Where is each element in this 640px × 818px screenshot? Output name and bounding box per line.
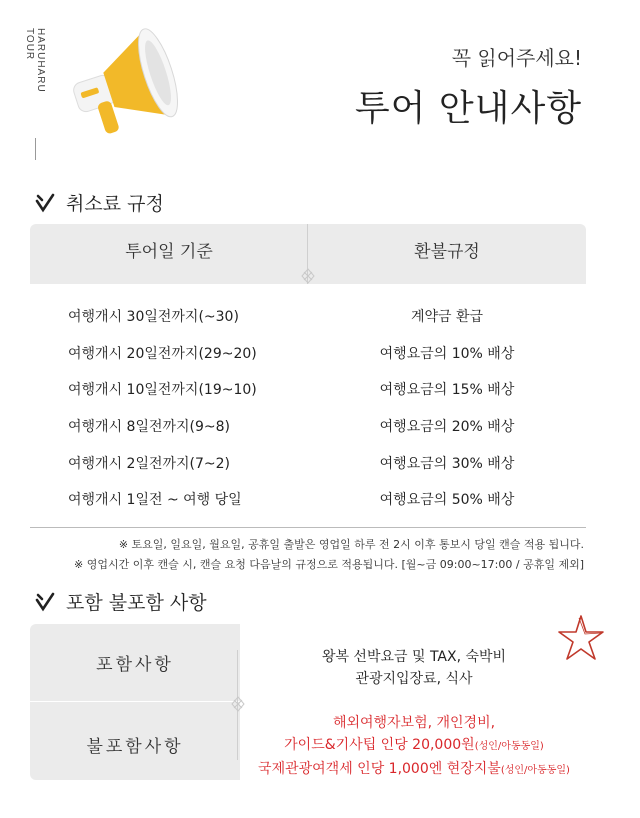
- table-row: [30, 408, 586, 445]
- check-icon: [34, 591, 56, 613]
- row-refund: 여행요금의 15% 배상: [379, 382, 515, 399]
- row-refund: 여행요금의 10% 배상: [379, 345, 515, 362]
- row-period: 여행개시 30일전까지(~30): [68, 309, 239, 326]
- row-refund: 여행요금의 20% 배상: [379, 419, 515, 436]
- row-period: 여행개시 1일전 ~ 여행 당일: [68, 492, 242, 509]
- header-cell-date-basis: 투어일 기준: [125, 242, 213, 262]
- table-row: [30, 371, 586, 408]
- table-bottom-rule: [30, 527, 586, 528]
- excluded-line-2: [242, 734, 586, 758]
- header-cell-refund-rule: 환불규정: [414, 242, 480, 262]
- table-row: [30, 481, 586, 518]
- included-line-2: 관광지입장료, 식사: [355, 671, 473, 687]
- megaphone-icon: [55, 22, 185, 142]
- included-line-1: 왕복 선박요금 및 TAX, 숙박비: [321, 649, 507, 665]
- excluded-line-3-note: (성인/아동동일): [500, 765, 570, 776]
- row-refund: 여행요금의 50% 배상: [379, 492, 515, 509]
- row-refund: 계약금 환급: [410, 309, 484, 326]
- table-row: [30, 298, 586, 335]
- cancellation-table-body: [30, 298, 586, 518]
- cancellation-note-2: ※ 영업시간 이후 캔슬 시, 캔슬 요청 다음날의 규정으로 적용됩니다. [월~금 09:00~17:00 / 공휴일 제외]: [74, 558, 584, 571]
- excluded-line-1: 해외여행자보험, 개인경비,: [332, 715, 496, 731]
- included-label: 포함사항: [96, 655, 174, 675]
- included-items: [242, 646, 586, 690]
- knot-ornament-icon: [230, 696, 246, 712]
- knot-ornament-icon: [300, 268, 316, 284]
- excluded-line-3-main: 국제관광여객세 인당 1,000엔 현장지불: [258, 761, 501, 777]
- section-title-inclusions: [34, 588, 207, 615]
- row-period: 여행개시 2일전까지(7~2): [68, 455, 231, 472]
- header-subtitle: 꼭 읽어주세요!: [451, 46, 582, 70]
- excluded-line-2-main: 가이드&기사팁 인당 20,000원: [284, 737, 475, 753]
- check-icon: [34, 192, 56, 214]
- brand-divider: [35, 138, 36, 160]
- inclusions-label-column: [30, 624, 240, 780]
- excluded-label: 불포함사항: [86, 737, 184, 757]
- excluded-line-3: [242, 758, 586, 782]
- section-title-cancellation: [34, 189, 164, 216]
- inclusions-table: [30, 624, 586, 780]
- section-title-text: 포함 불포함 사항: [66, 592, 207, 614]
- row-refund: 여행요금의 30% 배상: [379, 455, 515, 472]
- star-icon: [555, 612, 607, 664]
- excluded-line-2-note: (성인/아동동일): [474, 741, 544, 752]
- page-title: 투어 안내사항: [354, 88, 582, 129]
- table-row: [30, 444, 586, 481]
- row-period: 여행개시 20일전까지(29~20): [68, 345, 257, 362]
- label-separator: [30, 701, 240, 702]
- row-period: 여행개시 10일전까지(19~10): [68, 382, 257, 399]
- table-row: [30, 335, 586, 372]
- brand-vertical-text: HARUHARU TOUR: [24, 28, 46, 93]
- excluded-items: [242, 712, 586, 782]
- row-period: 여행개시 8일전까지(9~8): [68, 419, 231, 436]
- cancellation-note-1: ※ 토요일, 일요일, 월요일, 공휴일 출발은 영업일 하루 전 2시 이후 통보시 당일 캔슬 적용 됩니다.: [118, 538, 584, 551]
- section-title-text: 취소료 규정: [66, 193, 164, 215]
